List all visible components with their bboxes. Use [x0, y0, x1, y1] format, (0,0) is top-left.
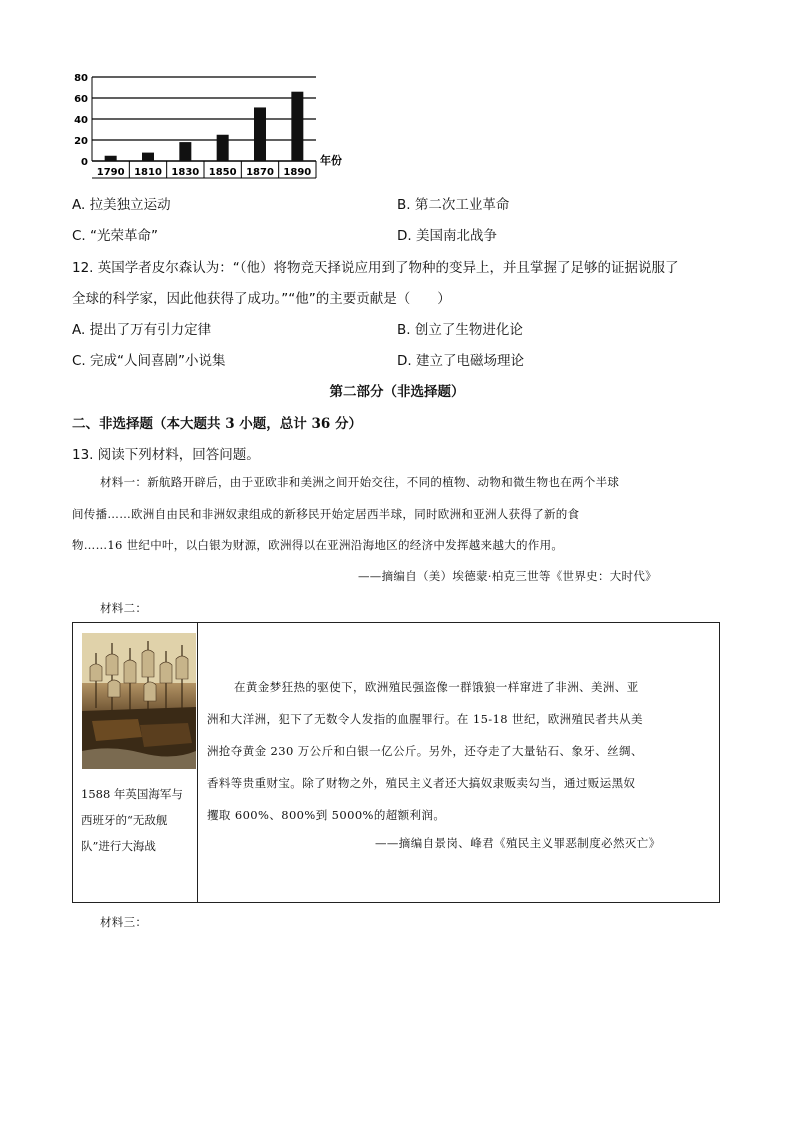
material2-line4: 香料等贵重财宝。除了财物之外，殖民主义者还大搞奴隶贩卖勾当，通过贩运黑奴 [207, 776, 636, 790]
q11-option-c[interactable]: C. “光荣革命” [72, 228, 158, 244]
bar [179, 142, 191, 161]
bar [291, 92, 303, 161]
x-tick-label: 1850 [208, 167, 237, 178]
bar [105, 156, 117, 161]
material2-line1: 在黄金梦狂热的驱使下，欧洲殖民强盗像一群饿狼一样窜进了非洲、美洲、亚 [234, 680, 639, 694]
y-tick-label: 0 [81, 157, 88, 168]
x-tick-label: 1830 [171, 167, 200, 178]
bar [142, 153, 154, 161]
q12-option-b[interactable]: B. 创立了生物进化论 [397, 322, 523, 338]
bar [217, 135, 229, 161]
painting-caption: 1588 年英国海军与西班牙的“无敌舰队”进行大海战 [81, 787, 183, 853]
material1-source: ——摘编自（美）埃德蒙·柏克三世等《世界史：大时代》 [358, 569, 657, 583]
x-tick-label: 1890 [283, 167, 312, 178]
material3-label: 材料三： [100, 915, 148, 929]
material2-line5: 攫取 600%、800%到 5000%的超额利润。 [207, 808, 446, 822]
armada-painting [82, 633, 196, 769]
material2-label: 材料二： [100, 601, 148, 615]
x-tick-label: 1870 [246, 167, 274, 178]
q11-option-d[interactable]: D. 美国南北战争 [397, 228, 497, 244]
q12-option-a[interactable]: A. 提出了万有引力定律 [72, 322, 212, 338]
x-axis-label: 年份 [320, 154, 342, 167]
y-tick-label: 80 [74, 73, 88, 84]
q12-stem-line2: 全球的科学家，因此他获得了成功。”“他”的主要贡献是（ ） [72, 291, 451, 307]
q12-option-c[interactable]: C. 完成“人间喜剧”小说集 [72, 353, 226, 369]
x-tick-label: 1810 [134, 167, 162, 178]
y-tick-label: 20 [74, 136, 88, 147]
q12-option-d[interactable]: D. 建立了电磁场理论 [397, 353, 524, 369]
q11-option-b[interactable]: B. 第二次工业革命 [397, 197, 510, 213]
material1-line1: 材料一：新航路开辟后，由于亚欧非和美洲之间开始交往，不同的植物、动物和微生物也在两个半球 [100, 475, 620, 489]
q13-intro: 13. 阅读下列材料，回答问题。 [72, 447, 260, 463]
section-heading: 二、非选择题（本大题共 3 小题，总计 36 分） [72, 416, 362, 432]
part2-title: 第二部分（非选择题） [329, 384, 465, 400]
bar-chart [60, 66, 360, 184]
material2-table [72, 622, 720, 903]
q12-stem-line1: 12. 英国学者皮尔森认为：“（他）将物竞天择说应用到了物种的变异上，并且掌握了足够的证据说服了 [72, 260, 679, 276]
material2-line2: 洲和大洋洲，犯下了无数令人发指的血腥罪行。在 15-18 世纪，欧洲殖民者共从美 [207, 712, 643, 726]
q11-option-a[interactable]: A. 拉美独立运动 [72, 197, 171, 213]
y-tick-label: 40 [74, 115, 88, 126]
material2-source: ——摘编自景岗、峰君《殖民主义罪恶制度必然灭亡》 [375, 836, 661, 850]
bar [254, 107, 266, 161]
y-tick-label: 60 [74, 94, 88, 105]
material1-line3: 物……16 世纪中叶，以白银为财源，欧洲得以在亚洲沿海地区的经济中发挥越来越大的作用。 [72, 538, 564, 552]
armada-painting-art [82, 633, 196, 769]
x-tick-label: 1790 [96, 167, 125, 178]
table-divider [197, 623, 198, 902]
material1-line2: 间传播……欧洲自由民和非洲奴隶组成的新移民开始定居西半球，同时欧洲和亚洲人获得了新的食 [72, 507, 580, 521]
bar-chart-svg [60, 66, 360, 184]
material2-line3: 洲抢夺黄金 230 万公斤和白银一亿公斤。另外，还夺走了大量钻石、象牙、丝绸、 [207, 744, 643, 758]
